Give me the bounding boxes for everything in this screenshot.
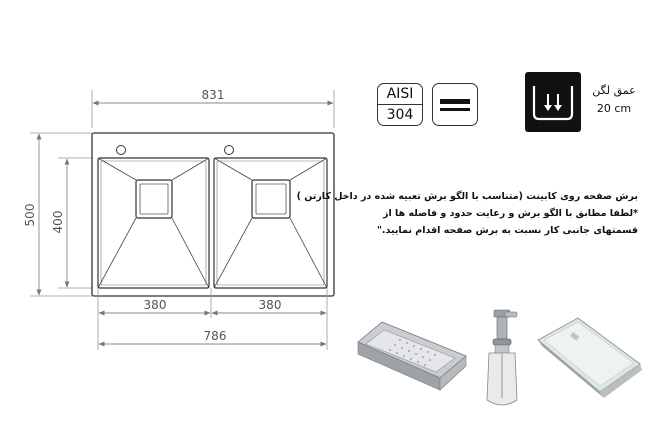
dimension-label-380-left: 380: [143, 298, 167, 312]
dimension-total-width: [92, 88, 334, 128]
dimension-label-380-right: 380: [258, 298, 282, 312]
installation-note-line-3: قسمتهای جانبی کار نسبت به برش صفحه اقدام نمایید.": [376, 225, 638, 236]
tap-hole-left: [117, 146, 126, 155]
dimension-label-500: 500: [23, 203, 37, 227]
tap-hole-right: [225, 146, 234, 155]
glass-board-image: [538, 318, 642, 398]
material-badge-aisi304: [377, 83, 423, 126]
material-badge-line1: AISI: [386, 86, 414, 102]
material-badge-line2: 304: [386, 107, 414, 123]
depth-label: عمق لگن: [592, 84, 636, 97]
soap-dispenser-image: [487, 310, 517, 405]
thickness-badge: [432, 83, 478, 126]
drain-right: [252, 180, 290, 218]
bowl-left: [98, 158, 209, 288]
dimension-label-831: 831: [201, 88, 225, 102]
drain-left: [136, 180, 172, 218]
installation-note-line-1: برش صفحه روی کابینت (متناسب با الگو برش تعبیه شده در داخل کارتن ): [296, 191, 638, 202]
installation-note: [296, 188, 638, 239]
dimension-inner-width: [99, 329, 326, 344]
thickness-icon: [432, 83, 478, 126]
strainer-basket-image: [358, 322, 466, 390]
dimension-label-400: 400: [51, 210, 65, 234]
dimension-label-786: 786: [203, 329, 227, 343]
depth-value: 20 cm: [596, 102, 632, 115]
bowl-right: [214, 158, 327, 288]
installation-note-line-2: *لطفا مطابق با الگو برش و رعایت حدود و فاصله ها از: [383, 208, 638, 219]
material-badge-divider: [378, 104, 422, 105]
dimension-bowl-height: [51, 158, 98, 288]
bowl-depth-icon: [525, 72, 581, 132]
